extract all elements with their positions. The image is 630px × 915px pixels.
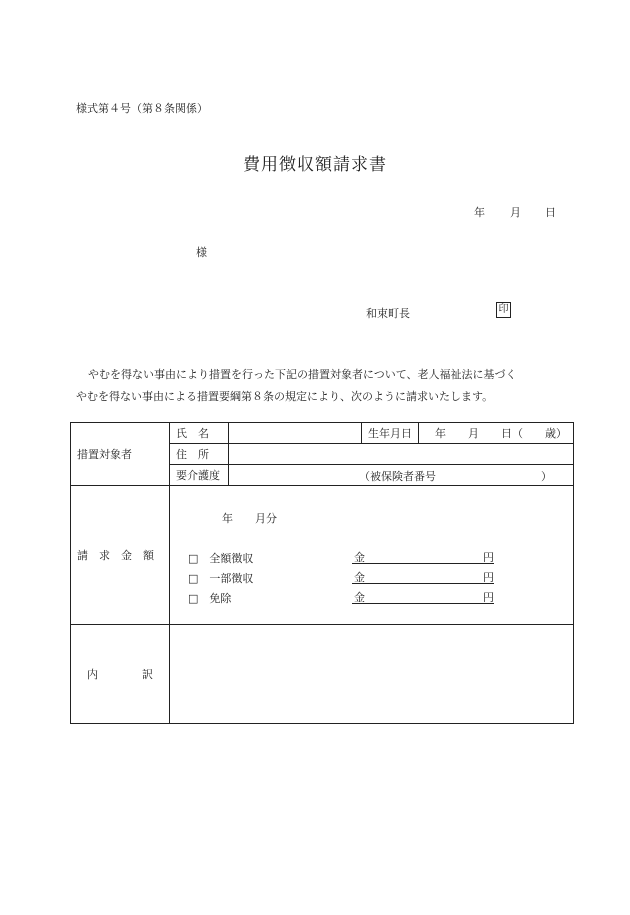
option-partial-label: 一部徴収	[209, 572, 254, 585]
date-year: 年	[474, 206, 485, 219]
amount-label: 請 求 金 額	[71, 486, 170, 625]
body-line-2: やむを得ない事由による措置要綱第８条の規定により、次のように請求いたします。	[76, 390, 494, 403]
name-field[interactable]	[229, 423, 362, 444]
detail-label: 内 訳	[71, 625, 170, 724]
insured-number-label: （被保険者番号	[359, 470, 436, 483]
kin-label-2: 金	[354, 571, 365, 584]
option-exempt-label: 免除	[209, 592, 232, 605]
checkbox-full[interactable]: □	[188, 552, 199, 565]
date-day: 日	[545, 206, 556, 219]
amount-content	[170, 486, 574, 625]
amount-line-partial[interactable]	[352, 570, 494, 584]
option-full-label: 全額徴収	[209, 552, 254, 565]
dob-label: 生年月日	[362, 423, 419, 444]
amount-line-exempt[interactable]	[352, 590, 494, 604]
request-table	[70, 422, 574, 724]
option-partial[interactable]	[188, 570, 253, 586]
body-line-1: やむを得ない事由により措置を行った下記の措置対象者について、老人福祉法に基づく	[88, 368, 517, 381]
kin-label-1: 金	[354, 551, 365, 564]
request-body	[76, 364, 517, 408]
option-full[interactable]	[188, 550, 253, 566]
form-number: 様式第４号（第８条関係）	[76, 102, 208, 115]
detail-field[interactable]	[170, 625, 574, 724]
checkbox-partial[interactable]: □	[188, 572, 199, 585]
amount-line-full[interactable]	[352, 550, 494, 564]
yen-label-1: 円	[483, 551, 494, 564]
insured-number-close: ）	[541, 470, 552, 483]
recipient-suffix: 様	[196, 246, 207, 259]
issuer-name: 和束町長	[366, 307, 410, 320]
option-exempt[interactable]	[188, 590, 231, 606]
address-label: 住 所	[170, 444, 229, 465]
checkbox-exempt[interactable]: □	[188, 592, 199, 605]
care-level-label: 要介護度	[170, 465, 229, 486]
date-month: 月	[510, 206, 521, 219]
yen-label-2: 円	[483, 571, 494, 584]
care-level-field[interactable]	[229, 465, 574, 486]
subject-label: 措置対象者	[71, 423, 170, 486]
page-title: 費用徴収額請求書	[243, 155, 387, 175]
yen-label-3: 円	[483, 591, 494, 604]
name-label: 氏 名	[170, 423, 229, 444]
address-field[interactable]	[229, 444, 574, 465]
seal-mark: 印	[496, 302, 511, 318]
kin-label-3: 金	[354, 591, 365, 604]
billing-month: 年 月分	[222, 512, 277, 525]
dob-field[interactable]: 年 月 日（ 歳）	[419, 423, 574, 444]
